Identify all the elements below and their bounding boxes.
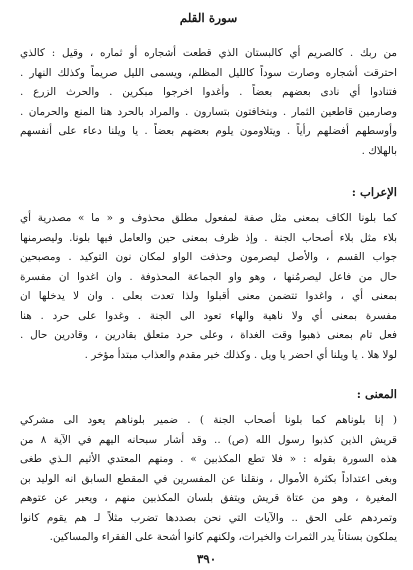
sura-title: سورة القلم — [179, 11, 238, 25]
grammar-line: حال من فاعل ليصرمُنها ، وهو واو الجماعة المحذوفة . وان اغدوا ان مفسرة — [20, 270, 397, 283]
intro-line: وصارمين قاطعين الثمار . وبتخافتون بتسارون . والمراد بالحرد هنا المنع والحرمان . — [20, 105, 397, 118]
grammar-line: لولا هلا . يا ويلنا أي احضر يا ويل . وكذلك خبر مقدم والعذاب مبتدأ مؤخر . — [84, 348, 397, 361]
page-number: ٣٩٠ — [196, 552, 217, 566]
intro-line: بالهلاك . — [361, 144, 397, 157]
intro-line: وأوسطهم أفضلهم رأياً . ويتلاومون يلوم بعضهم بعضاً . يا ويلنا دعاء على أنفسهم — [20, 125, 397, 137]
section-heading-grammar: الإعراب : — [351, 185, 397, 199]
meaning-line: قريش الذين كذبوا رسول الله (ص) .. وقد أشار سبحانه اليهم في الآية ٨ من — [20, 433, 397, 446]
grammar-line: بمعنى أي ، واغدوا تتضمن معنى أقبلوا ولذا تعدت بعلى . وان لا يدخلها ان — [20, 290, 397, 302]
intro-line: احترقت أشجاره وصارت سوداً كالليل المظلم، ويسمى الليل صريماً وكذلك النهار . — [20, 66, 397, 79]
meaning-line: وبغى اعتداداً بكثرة الأموال ، ونقلنا عن المفسرين في المقطع السابق انه الوليد بن — [20, 472, 397, 485]
meaning-line: هذه السورة بقوله : « فلا تطع المكذبين » . ومنهم المعتدي الأثيم الـذي طغى — [20, 453, 397, 465]
section-heading-meaning: المعنى : — [356, 387, 397, 401]
grammar-line: مفسرة بمعنى أي ولا ناهية والهاء تعود الى الجنة . وغدوا على حرد . هنا — [20, 309, 397, 322]
intro-paragraph — [20, 44, 397, 161]
grammar-line: فعل تام بمعنى ذهبوا وقت الغداة ، وعلى حرد متعلق بقادرين ، وقادرين حال . — [20, 329, 397, 341]
intro-line: فتنادوا أي نادى بعضهم بعضاً . وأغدوا اخرجوا مبكرين . والحرث الزرع . — [20, 86, 397, 98]
grammar-line: بلاء مثل بلاء أصحاب الجنة . وإذ ظرف بمعنى حين والعامل فيها بلونا. وليصرمنها — [20, 231, 397, 244]
meaning-line: يملكون بستاناً يدر الثمرات والخيرات، ولكنهم كانوا أشحة على الفقراء والمساكين. — [49, 531, 397, 543]
grammar-line: جواب القسم ، والأصل ليصرمون وحذفت الواو لمكان نون التوكيد . ومصبحين — [20, 251, 397, 263]
meaning-line: وتمردهم على الحق .. والآيات التي نحن بصددها تضرب مثلاً لـ هم يقوم كانوا — [20, 511, 397, 524]
meaning-line: المغيرة ، وهو من عتاة قريش ويتفق بلسان المكذبين منهم ، ويعبر عن عتوهم — [20, 492, 397, 504]
intro-line: من ربك . كالصريم أي كالبستان الذي قطعت أشجاره أو ثماره ، وقيل : كالذي — [20, 47, 397, 59]
grammar-paragraph — [20, 209, 397, 365]
grammar-line: كما بلونا الكاف بمعنى مثل صفة لمفعول مطلق محذوف و « ما » مصدرية أي — [20, 212, 397, 224]
meaning-line: ( إنا بلوناهم كما بلونا أصحاب الجنة ) . ضمير بلوناهم يعود الى مشركي — [20, 414, 397, 426]
meaning-paragraph — [20, 411, 397, 548]
